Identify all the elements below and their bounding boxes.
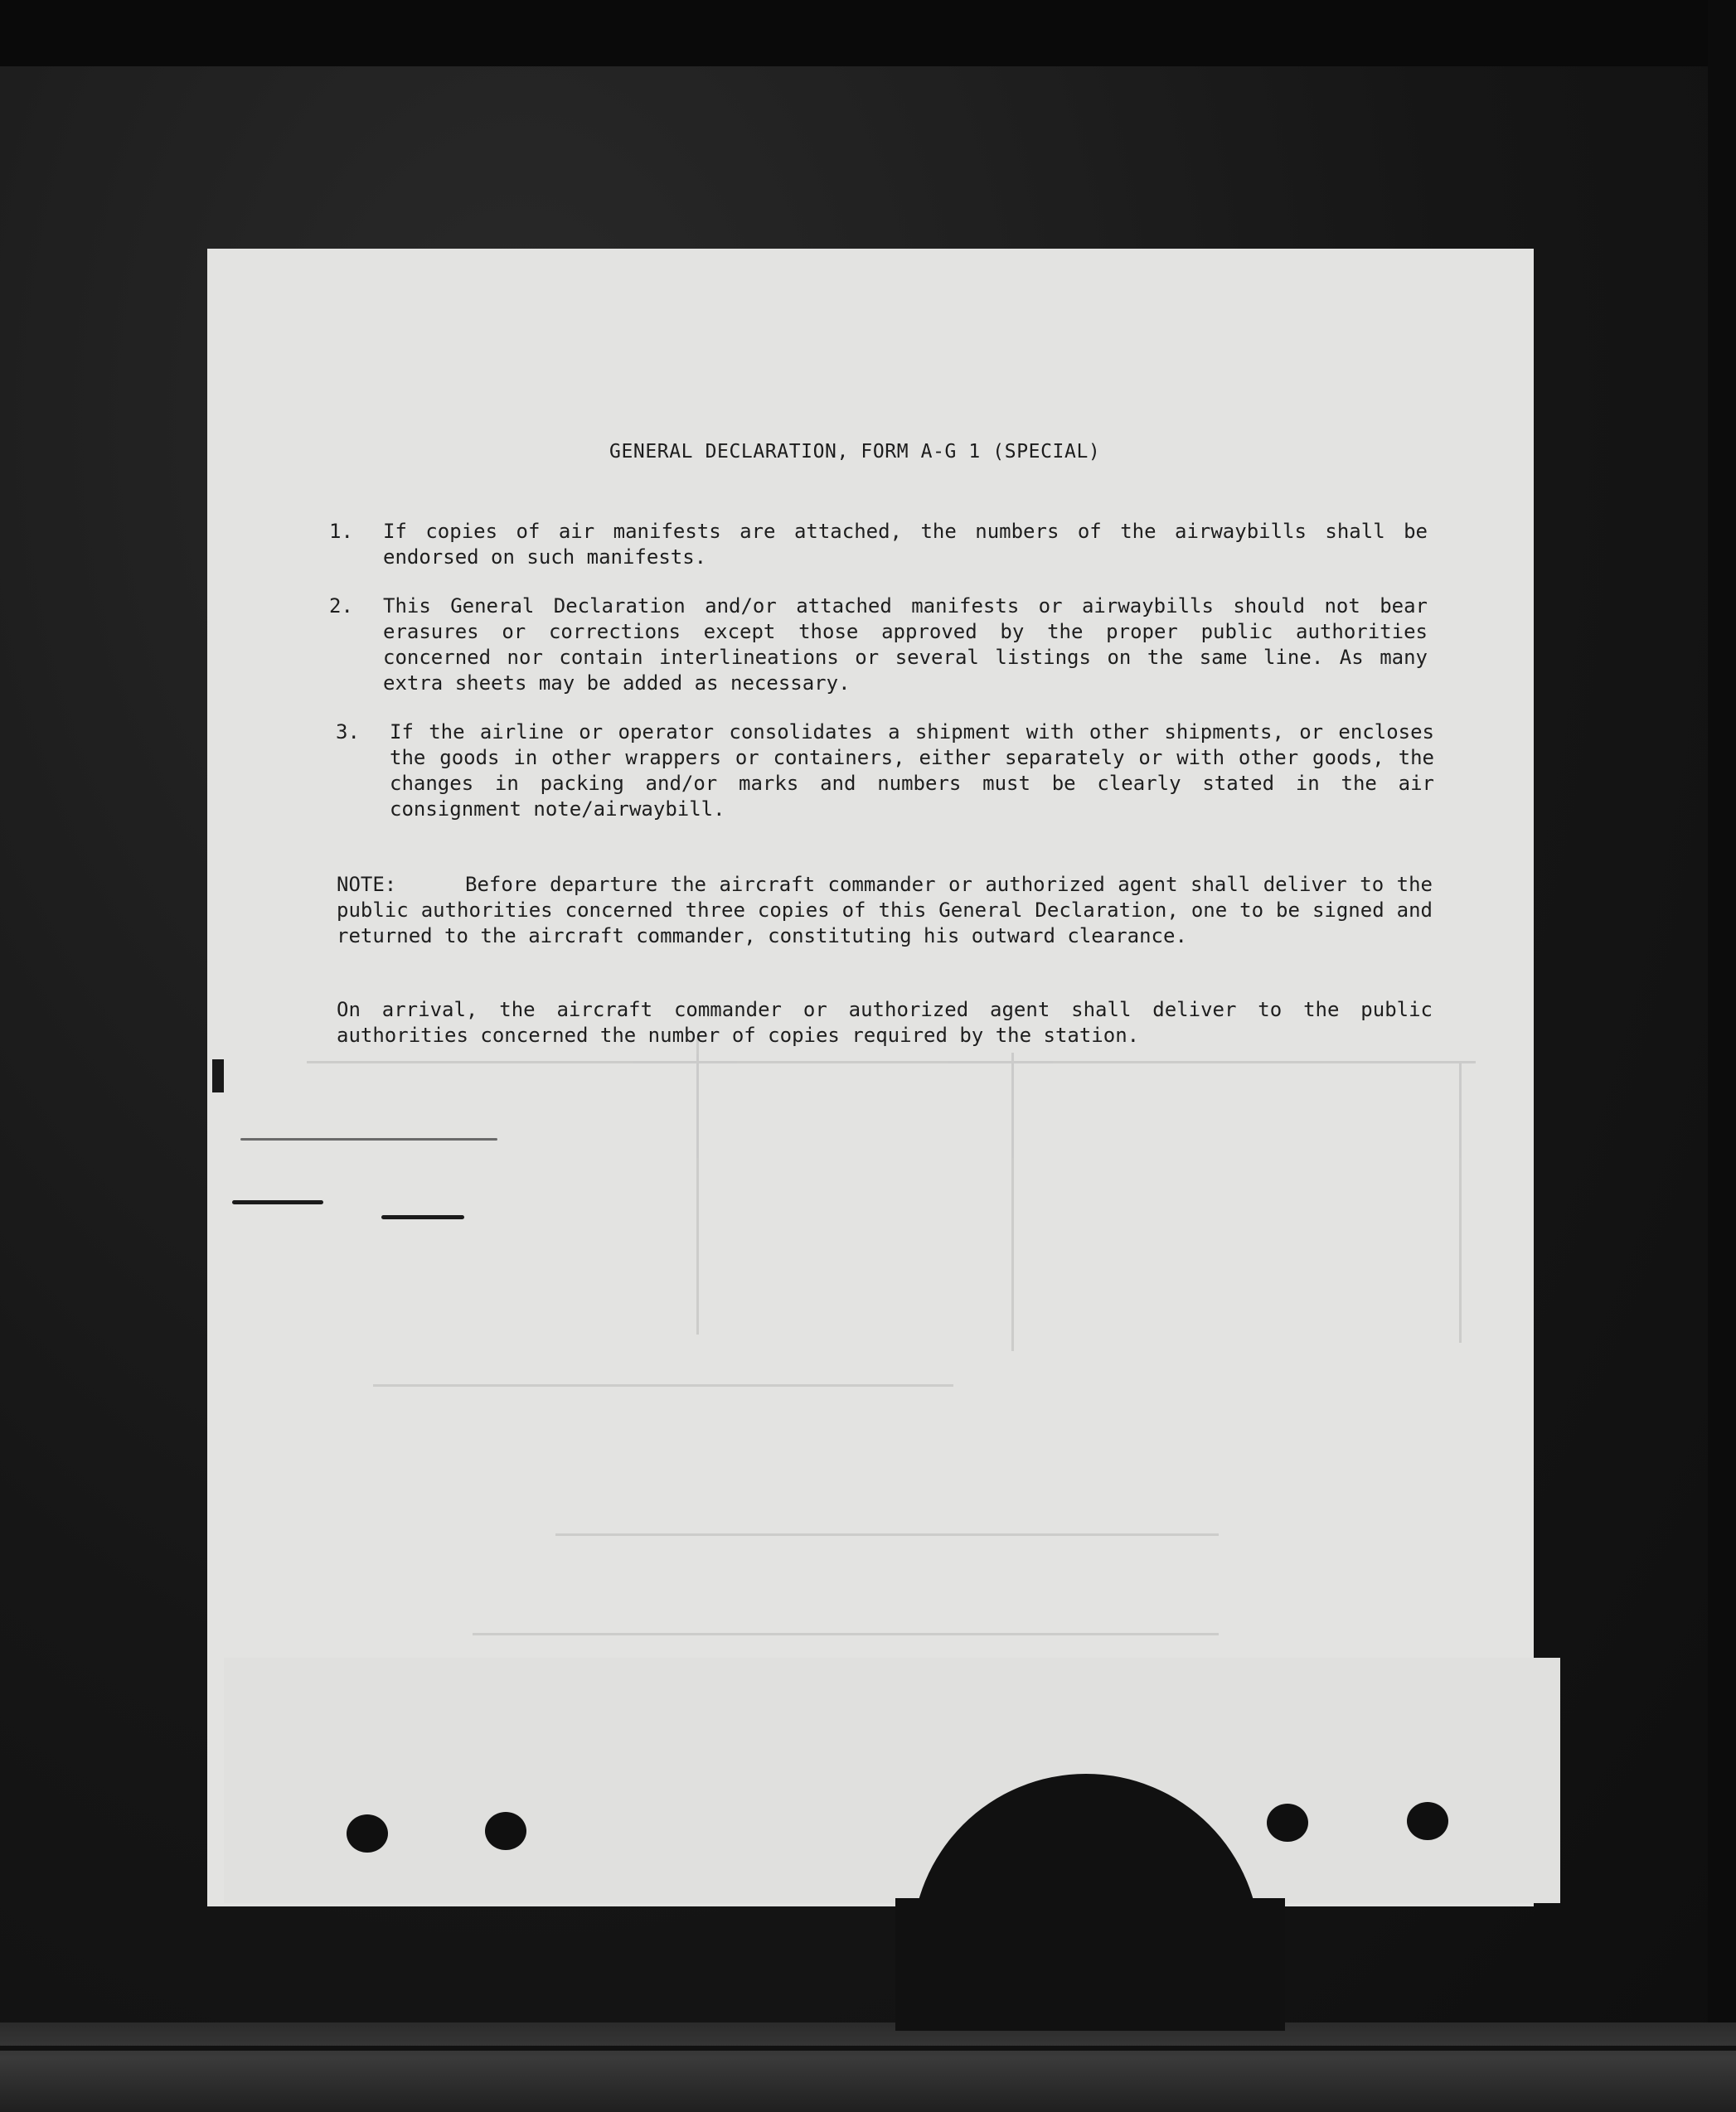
torn-edge-fill	[895, 1898, 1285, 2031]
film-top-edge	[0, 0, 1736, 66]
note-label: NOTE:	[337, 873, 397, 896]
film-scratch	[232, 1200, 323, 1204]
punch-hole	[1267, 1804, 1308, 1842]
punch-hole	[347, 1814, 388, 1853]
punch-hole	[485, 1812, 526, 1850]
document-title: GENERAL DECLARATION, FORM A-G 1 (SPECIAL)	[609, 441, 1101, 463]
film-scratch	[240, 1138, 497, 1141]
arrival-paragraph: On arrival, the aircraft commander or authorized agent shall deliver to the public authorities concerned the number of copies required by the station.	[337, 998, 1433, 1047]
list-item-number: 3.	[336, 720, 360, 744]
film-bottom-stripe	[0, 2046, 1736, 2051]
note-text: Before departure the aircraft commander or authorized agent shall deliver to the public authorities concerned three copies of this General Declaration, one to be signed and returned to the aircraft commander, constituting his outward clearance.	[337, 873, 1433, 947]
list-item-text: This General Declaration and/or attached manifests or airwaybills should not bear erasures or corrections except those approved by the proper public authorities concerned nor contain interlineations or several listings on the same line. As many extra sheets may be added as necessary.	[383, 594, 1428, 695]
show-through-reverse-side	[307, 1036, 1484, 1782]
film-scratch	[381, 1215, 464, 1219]
list-item-number: 2.	[329, 594, 353, 618]
film-bottom-band	[0, 2022, 1736, 2112]
note-paragraph	[337, 872, 1433, 949]
list-item-text: If the airline or operator consolidates a shipment with other shipments, or encloses the goods in other wrappers or containers, either separately or with other goods, the changes in packing and/or marks and numbers must be clearly stated in the air consignment note/airwaybill.	[390, 720, 1434, 821]
page-notch	[212, 1059, 224, 1092]
punch-hole	[1407, 1802, 1448, 1840]
list-item-number: 1.	[329, 520, 353, 543]
list-item-text: If copies of air manifests are attached, the numbers of the airwaybills shall be endorsed on such manifests.	[383, 520, 1428, 569]
film-right-edge	[1708, 0, 1736, 2112]
